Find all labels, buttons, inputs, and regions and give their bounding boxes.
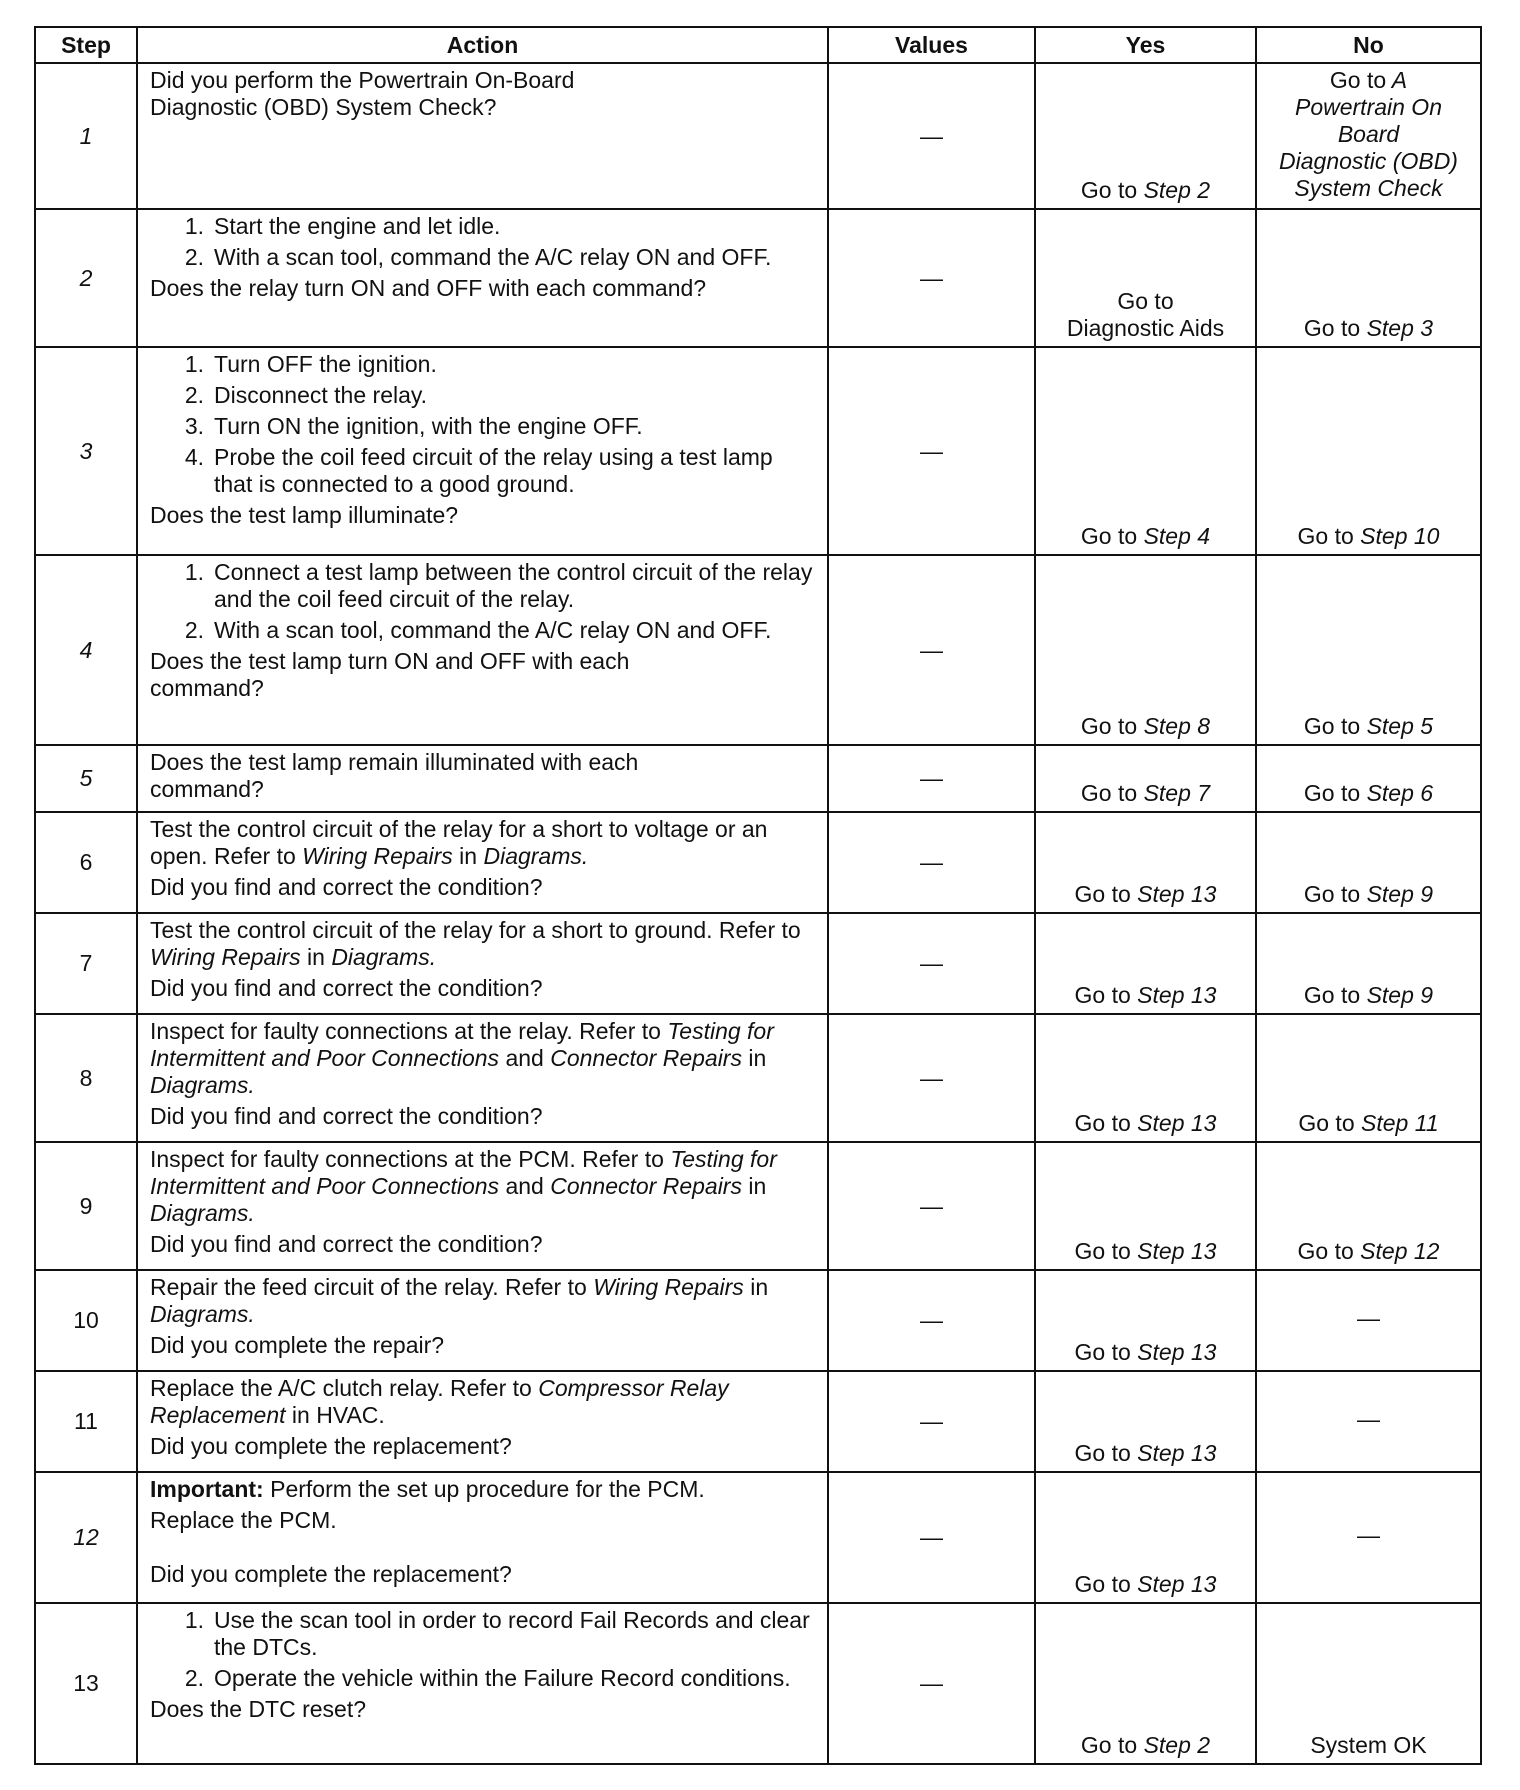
no-cell: System OK	[1256, 1603, 1481, 1764]
values-cell: —	[828, 1472, 1035, 1603]
no-cell: —	[1256, 1371, 1481, 1472]
table-row	[35, 347, 1481, 555]
step-number: 1	[35, 63, 137, 209]
step-number: 8	[35, 1014, 137, 1142]
yes-cell: Go to Step 13	[1035, 1014, 1256, 1142]
table-row	[35, 1142, 1481, 1270]
header-step: Step	[35, 27, 137, 63]
values-cell: —	[828, 745, 1035, 812]
action-item: 2. Operate the vehicle within the Failure Record conditions.	[184, 1665, 791, 1691]
action-item: 2. Disconnect the relay.	[184, 382, 428, 408]
no-cell: Go to Step 5	[1256, 555, 1481, 745]
values-cell: —	[828, 63, 1035, 209]
yes-cell	[1035, 63, 1256, 209]
action-cell	[137, 1014, 828, 1142]
action-cell	[137, 209, 828, 347]
action-cell	[137, 1270, 828, 1371]
action-item: 3. Turn ON the ignition, with the engine OFF.	[184, 413, 643, 439]
action-item: 1. Start the engine and let idle.	[184, 213, 501, 239]
action-question: Does the DTC reset?	[150, 1696, 367, 1722]
step-number: 4	[35, 555, 137, 745]
table-row	[35, 1472, 1481, 1603]
no-ref: System Check	[1294, 175, 1443, 201]
values-cell: —	[828, 1142, 1035, 1270]
action-text: Test the control circuit of the relay for a short to voltage or an open. Refer to Wiring Repairs in Diagrams.	[150, 816, 768, 869]
action-text: Test the control circuit of the relay for a short to ground. Refer to Wiring Repairs in Diagrams.	[150, 917, 801, 970]
step-ref: Step 2	[1143, 177, 1211, 203]
go-to-text: Go to	[1080, 177, 1138, 203]
action-question: Does the test lamp turn ON and OFF with each command?	[150, 648, 630, 701]
no-ref: Diagnostic (OBD)	[1279, 148, 1458, 174]
table-row	[35, 555, 1481, 745]
action-text: Inspect for faulty connections at the PCM. Refer to Testing for Intermittent and Poor Connections and Connector Repairs in Diagrams.	[150, 1146, 777, 1226]
no-cell: Go to Step 6	[1256, 745, 1481, 812]
action-item: 1. Use the scan tool in order to record Fail Records and clear the DTCs.	[184, 1607, 810, 1660]
action-cell	[137, 347, 828, 555]
action-cell	[137, 1371, 828, 1472]
step-number: 7	[35, 913, 137, 1014]
action-item: 1. Turn OFF the ignition.	[184, 351, 437, 377]
values-cell: —	[828, 913, 1035, 1014]
go-to-text: Go to	[1329, 67, 1387, 93]
yes-cell: Go to Step 7	[1035, 745, 1256, 812]
action-text: Inspect for faulty connections at the relay. Refer to Testing for Intermittent and Poor Connections and Connector Repairs in Diagrams.	[150, 1018, 774, 1098]
action-question: Did you perform the Powertrain On-Board	[150, 67, 575, 93]
action-question: Diagnostic (OBD) System Check?	[150, 94, 497, 120]
step-number: 5	[35, 745, 137, 812]
header-action: Action	[137, 27, 828, 63]
action-question: Did you complete the replacement?	[150, 1433, 512, 1459]
table-row	[35, 812, 1481, 913]
step-number: 10	[35, 1270, 137, 1371]
yes-cell: Go to Step 13	[1035, 1371, 1256, 1472]
action-cell	[137, 1472, 828, 1603]
step-number: 9	[35, 1142, 137, 1270]
yes-cell: Go to Step 8	[1035, 555, 1256, 745]
no-cell	[1256, 63, 1481, 209]
action-cell	[137, 555, 828, 745]
action-cell	[137, 63, 828, 209]
values-cell: —	[828, 812, 1035, 913]
table-row	[35, 209, 1481, 347]
diagnostic-table	[34, 26, 1482, 1765]
no-cell: Go to Step 3	[1256, 209, 1481, 347]
table-row	[35, 1270, 1481, 1371]
table-row	[35, 745, 1481, 812]
no-cell: —	[1256, 1270, 1481, 1371]
yes-cell: Go to Step 13	[1035, 812, 1256, 913]
values-cell: —	[828, 1270, 1035, 1371]
yes-cell: Go to Step 13	[1035, 1142, 1256, 1270]
values-cell: —	[828, 1371, 1035, 1472]
yes-cell: Go to Step 13	[1035, 913, 1256, 1014]
table-row	[35, 913, 1481, 1014]
yes-cell: Go to Diagnostic Aids	[1035, 209, 1256, 347]
yes-cell: Go to Step 13	[1035, 1472, 1256, 1603]
step-number: 12	[35, 1472, 137, 1603]
header-yes: Yes	[1035, 27, 1256, 63]
no-cell: Go to Step 11	[1256, 1014, 1481, 1142]
no-ref: Board	[1337, 121, 1400, 147]
action-text: Replace the PCM.	[150, 1507, 337, 1533]
no-ref: A	[1391, 67, 1408, 93]
table-row	[35, 63, 1481, 209]
action-question: Does the test lamp illuminate?	[150, 502, 459, 528]
no-cell: Go to Step 10	[1256, 347, 1481, 555]
step-number: 3	[35, 347, 137, 555]
table-row	[35, 1371, 1481, 1472]
action-question: Does the relay turn ON and OFF with each command?	[150, 275, 707, 301]
values-cell: —	[828, 1603, 1035, 1764]
values-cell: —	[828, 555, 1035, 745]
no-cell: —	[1256, 1472, 1481, 1603]
values-cell: —	[828, 1014, 1035, 1142]
step-number: 11	[35, 1371, 137, 1472]
table-row	[35, 1014, 1481, 1142]
action-cell	[137, 913, 828, 1014]
action-cell	[137, 812, 828, 913]
action-cell	[137, 745, 828, 812]
values-cell: —	[828, 209, 1035, 347]
step-number: 2	[35, 209, 137, 347]
action-item: 1. Connect a test lamp between the control circuit of the relay and the coil feed circuit of the relay.	[184, 559, 813, 612]
values-cell: —	[828, 347, 1035, 555]
table-row	[35, 1603, 1481, 1764]
no-cell: Go to Step 9	[1256, 812, 1481, 913]
action-item: 4. Probe the coil feed circuit of the relay using a test lamp that is connected to a good ground.	[184, 444, 773, 497]
no-cell: Go to Step 9	[1256, 913, 1481, 1014]
action-cell	[137, 1142, 828, 1270]
yes-cell: Go to Step 13	[1035, 1270, 1256, 1371]
action-item: 2. With a scan tool, command the A/C relay ON and OFF.	[184, 244, 772, 270]
no-ref: Powertrain On	[1294, 94, 1442, 120]
step-number: 13	[35, 1603, 137, 1764]
action-question: Did you complete the repair?	[150, 1332, 445, 1358]
header-row	[35, 27, 1481, 63]
action-question: Did you find and correct the condition?	[150, 874, 543, 900]
yes-cell: Go to Step 4	[1035, 347, 1256, 555]
important-note: Important: Perform the set up procedure for the PCM.	[150, 1476, 705, 1502]
action-text: Repair the feed circuit of the relay. Refer to Wiring Repairs in Diagrams.	[150, 1274, 769, 1327]
action-question: Did you find and correct the condition?	[150, 1103, 543, 1129]
action-question: Does the test lamp remain illuminated with each command?	[150, 749, 639, 802]
action-question: Did you find and correct the condition?	[150, 975, 543, 1001]
step-number: 6	[35, 812, 137, 913]
action-question: Did you find and correct the condition?	[150, 1231, 543, 1257]
no-cell: Go to Step 12	[1256, 1142, 1481, 1270]
action-question: Did you complete the replacement?	[150, 1561, 512, 1587]
header-no: No	[1256, 27, 1481, 63]
action-text: Replace the A/C clutch relay. Refer to Compressor Relay Replacement in HVAC.	[150, 1375, 729, 1428]
yes-cell: Go to Step 2	[1035, 1603, 1256, 1764]
action-cell	[137, 1603, 828, 1764]
header-values: Values	[828, 27, 1035, 63]
action-item: 2. With a scan tool, command the A/C relay ON and OFF.	[184, 617, 772, 643]
